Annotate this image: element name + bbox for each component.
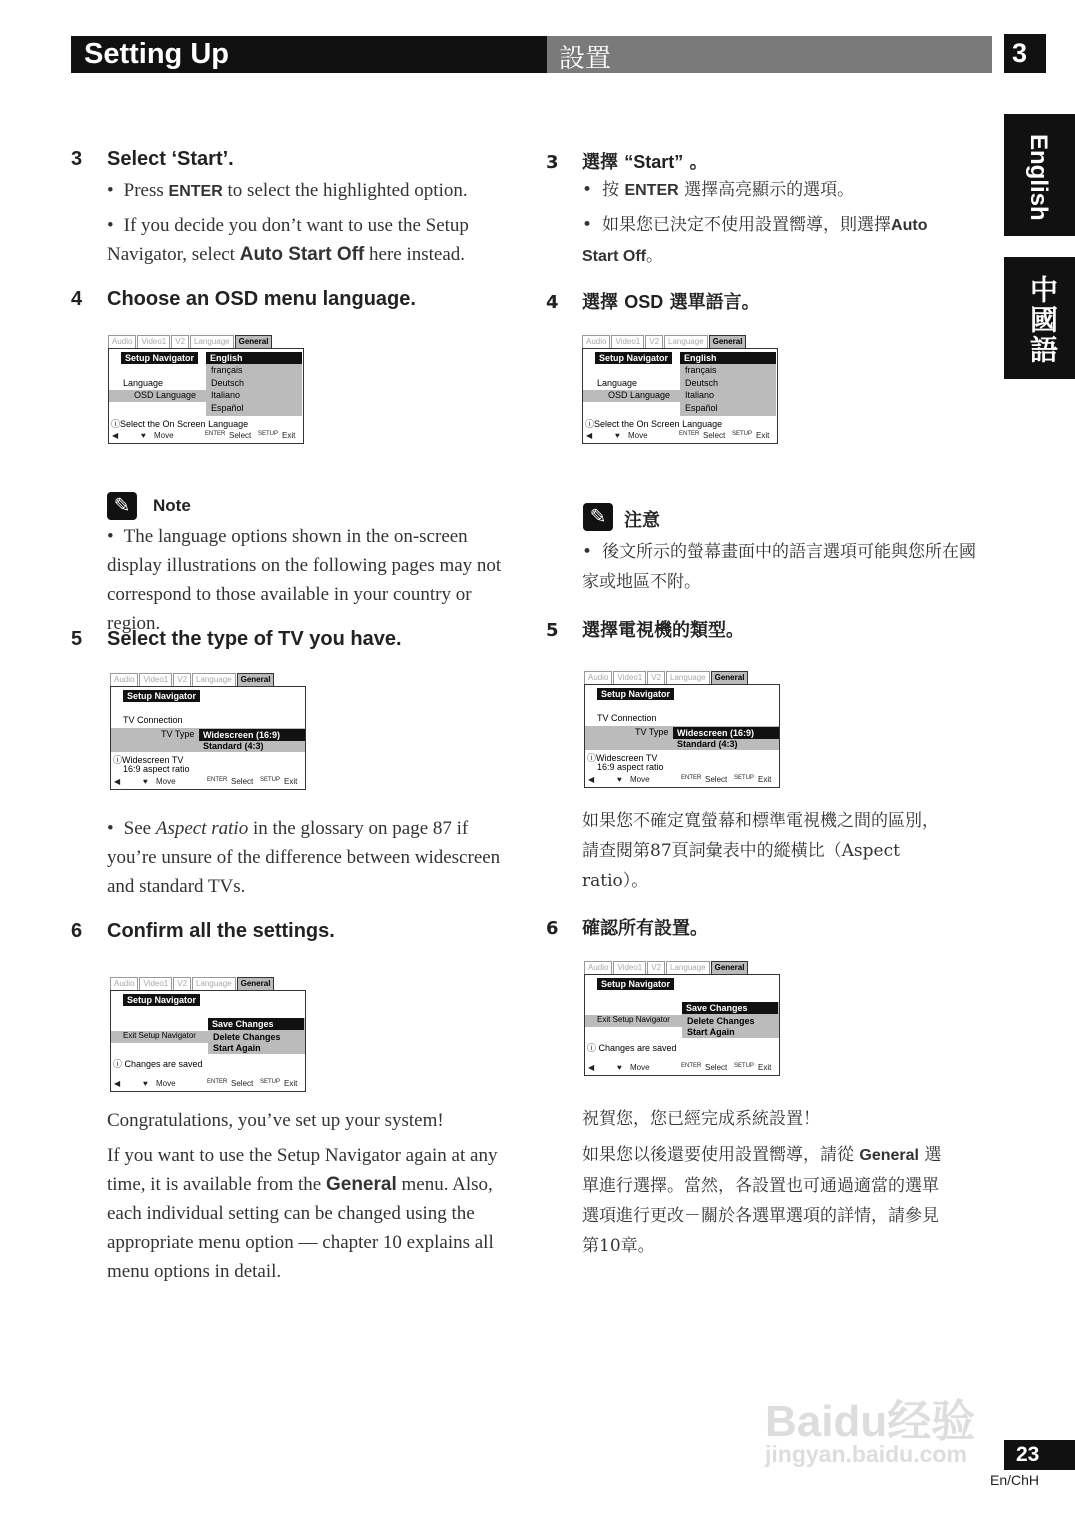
osd-info: ⓘ Changes are saved: [587, 1043, 677, 1053]
osd-tabs: [108, 335, 304, 348]
osd-option: Italiano: [211, 390, 241, 400]
osd-info: ⓘWidescreen TV: [113, 755, 184, 765]
cn-congrats-text: 祝賀您，您已經完成系統設置！: [582, 1109, 820, 1129]
osd-tab: V2: [647, 961, 665, 974]
osd-tabs: [584, 961, 780, 974]
osd-row: Exit Setup Navigator: [123, 1031, 196, 1040]
header-title: Setting Up: [84, 38, 229, 70]
osd-footer: ◀ ♥ Move ENTER Select SETUP Exit: [588, 775, 772, 784]
cn-step5-heading: 5 選擇電視機的類型。: [546, 620, 744, 641]
osd-tab: V2: [173, 977, 191, 990]
osd-screen: [582, 348, 778, 444]
osd-tab: Language: [664, 335, 708, 348]
cn-note-title: 注意: [624, 510, 660, 531]
cn-step4-heading: 4 選擇 OSD 選單語言。: [546, 292, 760, 313]
osd-tab: Language: [666, 961, 710, 974]
osd-language-screen: [108, 335, 304, 444]
osd-setup-nav: Setup Navigator: [123, 994, 200, 1006]
osd-tabs: [584, 671, 780, 684]
step3-heading: 3 Select ‘Start’.: [71, 148, 234, 170]
osd-tabs: [110, 673, 306, 686]
osd-option: Delete Changes: [213, 1032, 281, 1042]
osd-tab: V2: [173, 673, 191, 686]
osd-setup-nav: Setup Navigator: [597, 978, 674, 990]
osd-tab: V2: [647, 671, 665, 684]
osd-screen: [584, 684, 780, 788]
note-icon: ✎: [107, 492, 137, 520]
osd-option-selected: Save Changes: [682, 1002, 778, 1014]
step3-bullet-1: • Press ENTER to select the highlighted option.: [107, 176, 527, 206]
cn-final-paragraph: 如果您以後還要使用設置嚮導，請從 General 選 單進行選擇。當然，各設置也可通過適當的選單 選項進行更改－關於各選單選項的詳情，請參見 第10章。: [582, 1145, 942, 1256]
osd-option: Español: [211, 403, 244, 413]
cn-step3-bullet-1: • 按 ENTER 選擇高亮顯示的選項。: [582, 175, 982, 206]
cn-step5-text: 如果您不確定寬螢幕和標準電視機之間的區別， 請查閱第87頁詞彙表中的縱橫比（Aspect ratio）。: [582, 811, 939, 891]
osd-heading: TV Connection: [597, 713, 657, 723]
step4-heading: 4 Choose an OSD menu language.: [71, 288, 416, 310]
header-bar-right: [547, 36, 992, 73]
page-number: 23: [1004, 1440, 1075, 1470]
osd-footer: ◀ ♥ Move ENTER Select SETUP Exit: [114, 1079, 298, 1088]
osd-tab-active: General: [237, 673, 275, 686]
osd-row: TV Type: [161, 729, 195, 739]
osd-info: ⓘ Changes are saved: [113, 1059, 203, 1069]
osd-footer: ◀ ♥ Move ENTER Select SETUP Exit: [112, 431, 296, 440]
note-text: • The language options shown in the on-screen display illustrations on the following pages may not correspond to those available in your country or region.: [107, 522, 517, 638]
osd-tab-active: General: [711, 961, 749, 974]
cn-step6-heading: 6 確認所有設置。: [546, 918, 708, 939]
note-title: Note: [153, 496, 191, 515]
osd-tab: Video1: [139, 977, 172, 990]
osd-tab: Language: [192, 673, 236, 686]
osd-option: français: [211, 365, 243, 375]
osd-tab: Audio: [584, 671, 612, 684]
osd-tab: Video1: [613, 961, 646, 974]
final-paragraph: If you want to use the Setup Navigator again at any time, it is available from the General menu. Also, each individual setting can be changed using the appropriate menu option — chapter 10 explains all menu options in detail.: [107, 1145, 498, 1282]
osd-tab: Audio: [110, 977, 138, 990]
osd-screen: [584, 974, 780, 1076]
osd-option: Start Again: [213, 1043, 261, 1053]
step5-heading: 5 Select the type of TV you have.: [71, 628, 402, 650]
osd-tab-active: General: [711, 671, 749, 684]
osd-tab: Language: [192, 977, 236, 990]
osd-info: 16:9 aspect ratio: [597, 762, 664, 772]
osd-confirm-screen: [110, 977, 306, 1092]
osd-tab: Language: [666, 671, 710, 684]
osd-option-selected: Widescreen (16:9): [199, 729, 305, 741]
step3-bullet-2: • If you decide you don’t want to use the Setup Navigator, select Auto Start Off here instead.: [107, 211, 517, 269]
osd-setup-nav: Setup Navigator: [595, 352, 672, 364]
osd-row: OSD Language: [608, 390, 671, 400]
osd-footer: ◀ ♥ Move ENTER Select SETUP Exit: [586, 431, 770, 440]
osd-setup-nav: Setup Navigator: [123, 690, 200, 702]
osd-option: Start Again: [687, 1027, 735, 1037]
osd-tab: Audio: [108, 335, 136, 348]
cn-step3-heading: 3 選擇 “Start” 。: [546, 152, 708, 173]
osd-tab: Audio: [110, 673, 138, 686]
side-tab-english: English: [1004, 114, 1075, 236]
osd-option: Delete Changes: [687, 1016, 755, 1026]
osd-tabs: [582, 335, 778, 348]
osd-tab-active: General: [235, 335, 273, 348]
note-icon-cn: ✎: [583, 503, 613, 531]
osd-tv-screen-cn: [584, 671, 780, 788]
osd-language-screen-cn: [582, 335, 778, 444]
osd-option-selected: English: [680, 352, 776, 364]
osd-tab-active: General: [237, 977, 275, 990]
osd-tab: Video1: [139, 673, 172, 686]
cn-step3-bullet-2: • 如果您已決定不使用設置嚮導，則選擇Auto Start Off。: [582, 210, 982, 272]
osd-confirm-screen-cn: [584, 961, 780, 1076]
osd-tab-active: General: [709, 335, 747, 348]
osd-footer: ◀ ♥ Move ENTER Select SETUP Exit: [114, 777, 298, 786]
osd-setup-nav: Setup Navigator: [597, 688, 674, 700]
chapter-number: 3: [1004, 34, 1046, 73]
osd-footer: ◀ ♥ Move ENTER Select SETUP Exit: [588, 1063, 772, 1072]
step5-bullet: • See Aspect ratio in the glossary on page 87 if you’re unsure of the difference between widescreen and standard TVs.: [107, 814, 517, 901]
osd-row: OSD Language: [134, 390, 197, 400]
osd-screen: [108, 348, 304, 444]
osd-info: ⓘWidescreen TV: [587, 753, 658, 763]
osd-option-selected: English: [206, 352, 302, 364]
osd-option: Standard (4:3): [677, 739, 738, 749]
osd-tab: V2: [171, 335, 189, 348]
osd-heading: TV Connection: [123, 715, 183, 725]
osd-option: Deutsch: [685, 378, 719, 388]
osd-tab: Video1: [613, 671, 646, 684]
osd-info: ⓘSelect the On Screen Language: [111, 419, 249, 429]
osd-info: ⓘSelect the On Screen Language: [585, 419, 723, 429]
osd-row: Exit Setup Navigator: [597, 1015, 670, 1024]
osd-heading: Language: [597, 378, 638, 388]
cn-note-text: • 後文所示的螢幕畫面中的語言選項可能與您所在國家或地區不附。: [582, 537, 987, 597]
side-tab-chinese: 中國語: [1004, 257, 1075, 379]
osd-option: Español: [685, 403, 718, 413]
step6-heading: 6 Confirm all the settings.: [71, 920, 335, 942]
osd-heading: Language: [123, 378, 164, 388]
watermark-url: jingyan.baidu.com: [765, 1441, 967, 1467]
osd-option-selected: Widescreen (16:9): [673, 727, 779, 739]
osd-info: 16:9 aspect ratio: [123, 764, 190, 774]
osd-tab: Audio: [584, 961, 612, 974]
osd-row: TV Type: [635, 727, 669, 737]
osd-tabs: [110, 977, 306, 990]
osd-tab: Audio: [582, 335, 610, 348]
osd-tab: Video1: [611, 335, 644, 348]
osd-screen: [110, 686, 306, 790]
osd-tv-screen: [110, 673, 306, 790]
osd-tab: Language: [190, 335, 234, 348]
congrats-text: Congratulations, you’ve set up your system!: [107, 1110, 444, 1131]
osd-option-selected: Save Changes: [208, 1018, 304, 1030]
osd-tab: V2: [645, 335, 663, 348]
osd-tab: Video1: [137, 335, 170, 348]
osd-option: français: [685, 365, 717, 375]
header-title-cn: 設置: [559, 44, 612, 74]
osd-option: Deutsch: [211, 378, 245, 388]
watermark-brand: Baidu经验: [765, 1397, 976, 1446]
osd-screen: [110, 990, 306, 1092]
osd-option: Italiano: [685, 390, 715, 400]
page-lang-code: En/ChH: [990, 1472, 1040, 1488]
osd-option: Standard (4:3): [203, 741, 264, 751]
osd-setup-nav: Setup Navigator: [121, 352, 198, 364]
